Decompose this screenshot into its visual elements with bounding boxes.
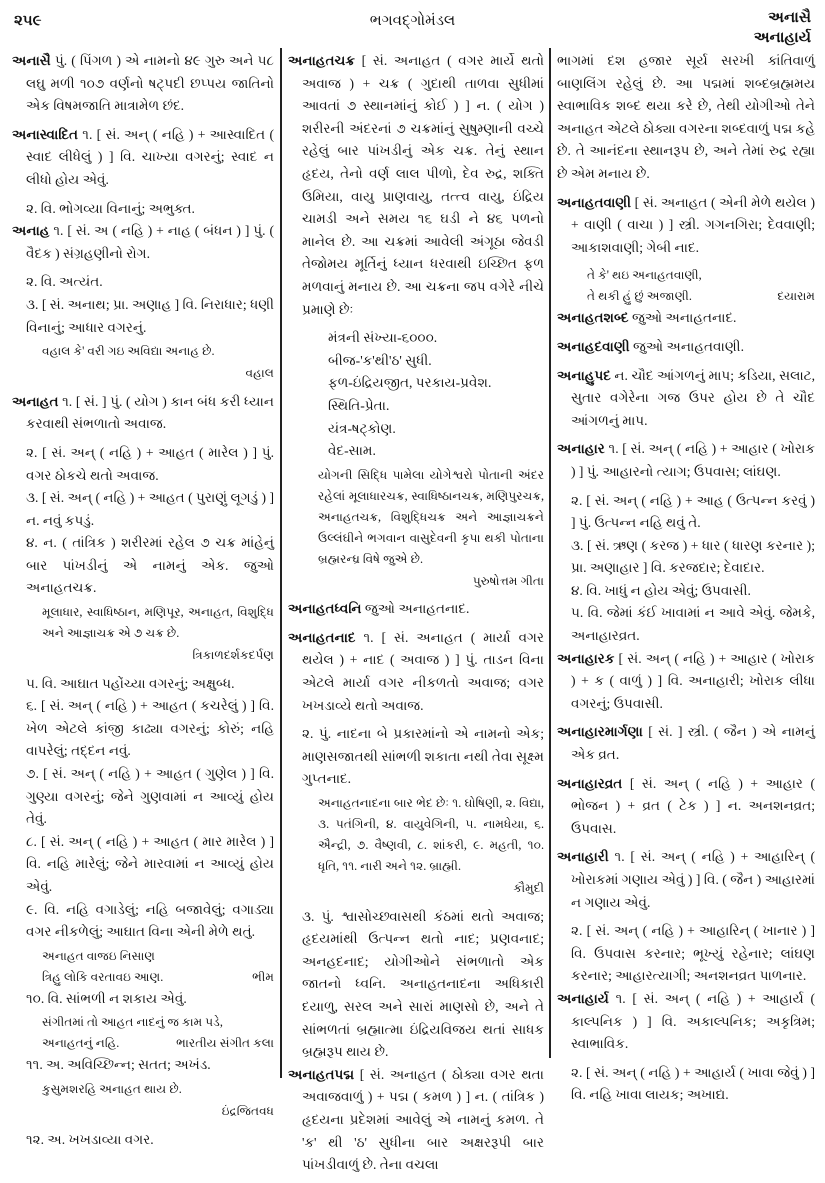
citation-quote [288, 793, 544, 877]
headword: અનાહારી [557, 849, 609, 865]
quote-line: સંગીતમાં તો આહત નાદનું જ કામ પડે, [42, 1015, 223, 1030]
sub-sense: ૯. વિ. નહિ વગાડેલું; નહિ બજાવેલું; વગાડ્યા વગર નીકળેલું; આઘાત વિના એની મેળે થતું. [26, 901, 274, 940]
detail-list [288, 327, 544, 463]
headword: અનાસ્વાદિત [12, 126, 79, 142]
page-header [0, 8, 825, 48]
headword: અનાહતનાદ [288, 629, 356, 645]
dictionary-column-3 [557, 50, 815, 1107]
citation-quote [288, 465, 544, 570]
citation-quote [12, 946, 274, 988]
definition: ૧. [ સં. ] પું. ( યોગ ) કાન બંધ કરી ધ્યાન કરવાથી સંભળાતો અવાજ. [26, 393, 274, 432]
sub-sense: ૫. વિ. આઘાત પહોંચ્યા વગરનું; અક્ષુબ્ધ. [26, 675, 235, 691]
citation-source: પુરુષોત્તમ ગીતા [472, 573, 544, 588]
definition: ૧. [ સં. અ ( નહિ ) + નાહ ( બંધન ) ] પું. ( વૈદક ) સંગ્રહણીનો રોગ. [26, 223, 274, 261]
headword: અનાહારવ્રત [557, 775, 623, 791]
detail-list-item: બીજ-'ક'થી'ઠ' સુધી. [328, 352, 432, 368]
citation-source: ઇંદ્રજિતવધ [221, 1103, 274, 1118]
definition: [ સં. અન્ ( નહિ ) + આહાર ( ખોરાક ) + ક ( વાળું ) ] વિ. અનાહારી; ખોરાક લીધા વગરનું; ઉપવાસી. [571, 650, 815, 711]
headword: અનાહત [12, 393, 59, 409]
dictionary-entry [557, 438, 815, 483]
quote-line: તે કે' થઇ અનાહતવાણી, [587, 268, 702, 283]
citation-quote [12, 1079, 274, 1100]
book-title: ભગવદ્ગોમંડલ [369, 13, 456, 29]
citation-source: ભારતીય સંગીત કલા [176, 1036, 274, 1051]
citation-quote [12, 341, 274, 362]
sub-sense: ૪. વિ. ખાધું ન હોય એવું; ઉપવાસી. [571, 582, 751, 598]
sub-sense: ૨. [ સં. અન્ ( નહિ ) + આહ ( ઉત્પન્ન કરવું ) ] પું. ઉત્પન્ન નહિ થવું તે. [571, 492, 815, 531]
headword: અનાહારમાર્ગણા [557, 724, 643, 740]
sub-sense: ૨. વિ. અત્યંત. [26, 274, 103, 290]
sub-sense: ૩. [ સં. ઋણ ( કરજ ) + ધાર ( ધારણ કરનાર ); પ્રા. અણાહાર ] વિ. કરજદાર; દેવાદાર. [571, 537, 815, 576]
sub-sense: ૫. વિ. જેમાં કંઈ ખાવામાં ન આવે એવું. જેમકે, અનાહારવ્રત. [571, 605, 815, 644]
definition: જુઓ અનાહતનાદ. [361, 601, 470, 617]
definition: જુઓ અનાહતવાણી. [629, 338, 744, 354]
citation-source: વહાલ [245, 366, 274, 381]
quote-line-with-source [587, 286, 815, 307]
definition: ૧. [ સં. અન્ ( નહિ ) + આસ્વાદિત ( સ્વાદ લીધેલું ) ] વિ. ચાખ્યા વગરનું; સ્વાદ ન લીધો હોય એવું. [26, 126, 274, 187]
headword: અનાસૈ [12, 53, 51, 68]
quote-line-with-source [42, 967, 274, 988]
dictionary-entry [12, 124, 274, 192]
citation-source: દયારામ [777, 289, 815, 304]
quote-line: તે થકી હું છું અજાણી. [587, 289, 692, 304]
guide-word-last: અનાહાર્ય [753, 30, 811, 46]
quote-line: અનાહતનું નહિ. [42, 1036, 120, 1051]
definition: પું. ( પિંગળ ) એ નામનો ૪૯ ગુરુ અને ૫૮ લઘુ મળી ૧૦૭ વર્ણનો ષટ્પદી છપ્પય જાતિનો એક વિષમજાતિ માત્રામેળ છંદ. [26, 53, 274, 114]
sub-sense: ૪. ન. ( તાંત્રિક ) શરીરમાં રહેલ ૭ ચક્ર માંહેનું બાર પાંખડીનું એ નામનું એક. જુઓ અનાહતચક્ર. [26, 535, 274, 596]
definition: [ સં. ] સ્ત્રી. ( જૈન ) એ નામનું એક વ્રત. [571, 724, 815, 763]
dictionary-column-1 [12, 50, 274, 1151]
quote-line: વહાલ કે' વરી ગઇ અવિદ્યા અનાહ છે. [42, 344, 215, 359]
column-divider [549, 48, 551, 1058]
dictionary-entry [557, 988, 815, 1056]
dictionary-entry [12, 220, 274, 265]
quote-line: અનાહત વાજઇ નિસાણ [42, 948, 156, 963]
headword: અનાહતશબ્દ [557, 310, 629, 326]
definition: ૧. [ સં. અન્ ( નહિ ) + આહાર ( ખોરાક ) ] પું. આહારનો ત્યાગ; ઉપવાસ; લાંઘણ. [571, 441, 815, 479]
sub-sense: ૨. વિ. ભોગવ્યા વિનાનું; અભુક્ત. [26, 200, 195, 216]
sub-sense: ૩. [ સં. અનાથ; પ્રા. અણાહ ] વિ. નિરાધાર; ધણી વિનાનું; આધાર વગરનું. [26, 296, 274, 335]
headword: અનાહાર [557, 441, 605, 457]
dictionary-entry [557, 192, 815, 260]
definition: ૧. [ સં. અન્ ( નહિ ) + આહાર્ય ( કાલ્પનિક ) ] વિ. અકાલ્પનિક; અકૃત્રિમ; સ્વાભાવિક. [571, 990, 815, 1052]
sub-sense: ૨. પું. નાદના બે પ્રકારમાંનો એ નામનો એક; માણસજાતથી સાંભળી શકાતા નથી તેવા સૂક્ષ્મ ગુપ્તનાદ. [302, 726, 544, 787]
sub-sense: ૨. [ સં. અન્ ( નહિ ) + આહાર્ય ( ખાવા જેવું ) ] વિ. નહિ ખાવા લાયક; અખાદ્ય. [571, 1064, 815, 1103]
citation-source: ભીમ [252, 969, 274, 984]
dictionary-entry [557, 721, 815, 766]
headword: અનાહાર્ય [557, 990, 609, 1006]
headword: અનાહારક [557, 650, 615, 666]
headword: અનાહતચક્ર [288, 53, 355, 68]
citation-source: ત્રિકાળદર્શકદર્પણ [192, 648, 274, 663]
citation-quote [12, 1012, 274, 1054]
definition: [ સં. અનાહત ( વગર માર્યે થતો અવાજ ) + ચક્ર ( ગુદાથી તાળવા સુધીમાં આવતાં ૭ સ્થાનમાંનું કોઈ ) ] ન. ( યોગ ) શરીરની અંદરનાં ૭ ચક્રમાંનું સુષુમ્ણાની વચ્ચે રહેલું બાર પાંખડીનું એક ચક્ર. તેનું સ્થાન હૃદય, તેનો વર્ણ લાલ પીળો, દેવ રુદ્ર, શક્તિ ઉમિયા, વાયુ પ્રાણવાયુ, તત્ત્વ વાયુ, ઇંદ્રિય ચામડી અને સમય ૧૬ ઘડી ને ૪૬ પળનો માનેલ છે. આ ચક્રમાં આવેલી અંગૂઠા જેવડી તેજોમય મૂર્તિનું ધ્યાન ધરવાથી ઇચ્છિત ફળ મળવાનું મનાય છે. આ ચક્રના જપ વગેરે નીચે પ્રમાણે છેઃ [302, 53, 544, 317]
detail-list-item: યંત્ર-ષટ્કોણ. [328, 420, 396, 436]
headword: અનાહદવાણી [557, 338, 630, 354]
sub-sense: ૨. [ સં. અન્ ( નહિ ) + આહારિન્ ( ખાનાર ) ] વિ. ઉપવાસ કરનાર; ભૂખ્યું રહેનાર; લાંઘણ કરનાર; આહારત્યાગી; અનશનવ્રત પાળનાર. [571, 923, 815, 984]
citation-quote [12, 602, 274, 644]
citation-source: કૌમુદી [513, 881, 544, 896]
quote-line: ત્રિહુ લોકિ વરતાવઇ આણ. [42, 969, 164, 984]
detail-list-item: ફળ-ઇંદ્રિયજીત, પરકાય-પ્રવેશ. [328, 375, 492, 391]
dictionary-entry [557, 648, 815, 716]
headword: અનાહતપદ્મ [288, 1066, 355, 1082]
dictionary-entry [557, 336, 815, 359]
dictionary-entry [557, 307, 815, 330]
dictionary-entry [12, 391, 274, 436]
dictionary-entry [12, 50, 274, 118]
definition: ૧. [ સં. અનાહત ( માર્યા વગર થયેલ ) + નાદ ( અવાજ ) ] પું. તાડન વિના એટલે માર્યા વગર નીકળતો અવાજ; વગર ખખડાવ્યે થતો અવાજ. [302, 629, 544, 713]
sub-sense: ૩. પું. શ્વાસોચ્છ્વાસથી કંઠમાં થતો અવાજ; હૃદયમાંથી ઉત્પન્ન થતો નાદ; પ્રણવનાદ; અનહદનાદ; યોગીઓને સંભળાતો એક જાતનો ધ્વનિ. અનાહતનાદના અધિકારી દયાળુ, સરલ અને સારાં માણસો છે, અને તે સાંભળતાં બ્રહ્માત્મા ઇંદ્રિયવિજય થતાં સાધક બ્રહ્મરૂપ થાય છે. [302, 908, 544, 1060]
dictionary-entry [557, 365, 815, 433]
guide-words [754, 8, 811, 48]
guide-word-first: અનાસૈ [768, 10, 811, 26]
column-divider [280, 48, 282, 1078]
sub-sense: ૬. [ સં. અન્ ( નહિ ) + આહત ( કચરેલું ) ] વિ. ખેળ એટલે કાંજી કાઢ્યા વગરનું; કોરું; નહિ વાપરેલું; તદ્દન નવું. [26, 698, 274, 759]
sub-sense: ૨. [ સં. અન્ ( નહિ ) + આહત ( મારેલ ) ] પું. વગર ઠોકચે થતો અવાજ. [26, 444, 274, 483]
headword: અનાહ [12, 223, 50, 239]
definition: [ સં. અનાહત ( એની મેળે થયેલ ) + વાણી ( વાચા ) ] સ્ત્રી. ગગનગિરા; દેવવાણી; આકાશવાણી; ગેબી નાદ. [571, 194, 815, 255]
detail-list-item: સ્થિતિ-પ્રેતા. [328, 397, 390, 413]
dictionary-entry [557, 773, 815, 841]
quote-line: અનાહતનાદના બાર ભેદ છેઃ ૧. ઘોષિણી, ૨. વિદ્યા, ૩. પતંગિની, ૪. વાયુવેગિની, ૫. નામધેયા, ૬. ઐન્દ્રી, ૭. વૈષ્ણવી, ૮. શાંકરી, ૯. મહતી, ૧૦. ધૃતિ, ૧૧. નારી અને ૧૨. બ્રાહ્મી. [318, 796, 544, 874]
detail-list-item: વેદ-સામ. [328, 443, 376, 459]
sub-sense: ૧૦. વિ. સાંભળી ન શકાય એવું. [26, 990, 187, 1006]
sub-sense: ૩. [ સં. અન્ ( નહિ ) + આહત ( પુરાણું લૂગડું ) ] ન. નવું કપડું. [26, 490, 274, 528]
quote-line: યોગની સિદ્ધિ પામેલા યોગેશ્વરો પોતાની અંદર રહેલાં મૂલાધારચક્ર, સ્વાધિષ્ઠાનચક્ર, મણિપુરચક્ર, અનાહતચક્ર, વિશુદ્ધિચક્ર અને આજ્ઞાચક્રને ઉલ્લંઘીને ભગવાન વાસુદેવની કૃપા થકી પોતાના બ્રહ્મરન્ધ્ર વિષે જુએ છે. [318, 467, 544, 566]
sub-sense: ૧૧. અ. અવિચ્છિન્ન; સતત; અખંડ. [26, 1057, 211, 1073]
quote-line: મૂલાધાર, સ્વાધિષ્ઠાન, મણિપૂર, અનાહત, વિશુદ્ધિ અને આજ્ઞાચક્ર એ ૭ ચક્ર છે. [42, 605, 274, 641]
headword: અનાહતવાણી [557, 194, 632, 210]
definition: જુઓ અનાહતનાદ. [628, 310, 737, 326]
dictionary-entry [288, 1064, 544, 1177]
detail-list-item: મંત્રની સંખ્યા-૬૦૦૦. [328, 330, 438, 346]
headword: અનાહુપદ [557, 367, 611, 383]
citation-quote [557, 265, 815, 307]
dictionary-entry [288, 598, 544, 621]
dictionary-column-2 [288, 50, 544, 1183]
sub-sense: ૮. [ સં. અન્ ( નહિ ) + આહત ( માર મારેલ ) ] વિ. નહિ મારેલું; જેને મારવામાં ન આવ્યું હોય એવું. [26, 833, 274, 894]
quote-line: કુસુમશરહિ અનાહત થાય છે. [42, 1081, 182, 1096]
sub-sense: ૭. [ સં. અન્ ( નહિ ) + આહત ( ગુણેલ ) ] વિ. ગુણ્યા વગરનું; જેને ગુણવામાં ન આવ્યું હોય તેવું. [26, 766, 274, 827]
quote-line-with-source [42, 1033, 274, 1054]
definition: [ સં. અનાહત ( ઠોક્યા વગર થતા અવાજવાળું ) + પદ્મ ( કમળ ) ] ન. ( તાંત્રિક ) હૃદયના પ્રદેશમાં આવેલું એ નામનું કમળ. તે 'ક' થી 'ઠ' સુધીના બાર અક્ષરરૂપી બાર પાંખડીવાળું છે. તેના વચલા [302, 1066, 544, 1173]
sub-sense: ૧૨. અ. ખખડાવ્યા વગર. [26, 1131, 154, 1147]
definition: [ સં. અન્ ( નહિ ) + આહાર ( ભોજન ) + વ્રત ( ટેક ) ] ન. અનશનવ્રત; ઉપવાસ. [571, 775, 815, 836]
dictionary-entry [288, 50, 544, 321]
page-number: ૨૫૯ [14, 13, 42, 29]
dictionary-entry [557, 846, 815, 914]
definition: ન. ચૌદ આંગળનું માપ; કડિયા, સલાટ, સુતાર વગેરેના ગજ ઉપર હોય છે તે ચૌદ આંગળનું માપ. [571, 367, 815, 428]
headword: અનાહતધ્વનિ [288, 601, 362, 617]
definition: ૧. [ સં. અન્ ( નહિ ) + આહારિન્ ( ખોરાકમાં ગણાય એવું ) ] વિ. ( જૈન ) આહારમાં ન ગણાય એવું. [571, 849, 815, 910]
dictionary-entry [288, 627, 544, 717]
definition-continued: ભાગમાં દશ હજાર સૂર્ય સરખી કાંતિવાળું બાણલિંગ રહેલું છે. આ પદ્મમાં શબ્દબ્રહ્મમય સ્વાભાવિક શબ્દ થયા કરે છે, તેથી યોગીઓ તેને અનાહત એટલે ઠોક્યા વગરના શબ્દવાળું પદ્મ કહે છે. તે આનંદના સ્થાનરૂપ છે, અને તેમાં રુદ્ર રહ્યા છે એમ મનાય છે. [557, 53, 815, 181]
